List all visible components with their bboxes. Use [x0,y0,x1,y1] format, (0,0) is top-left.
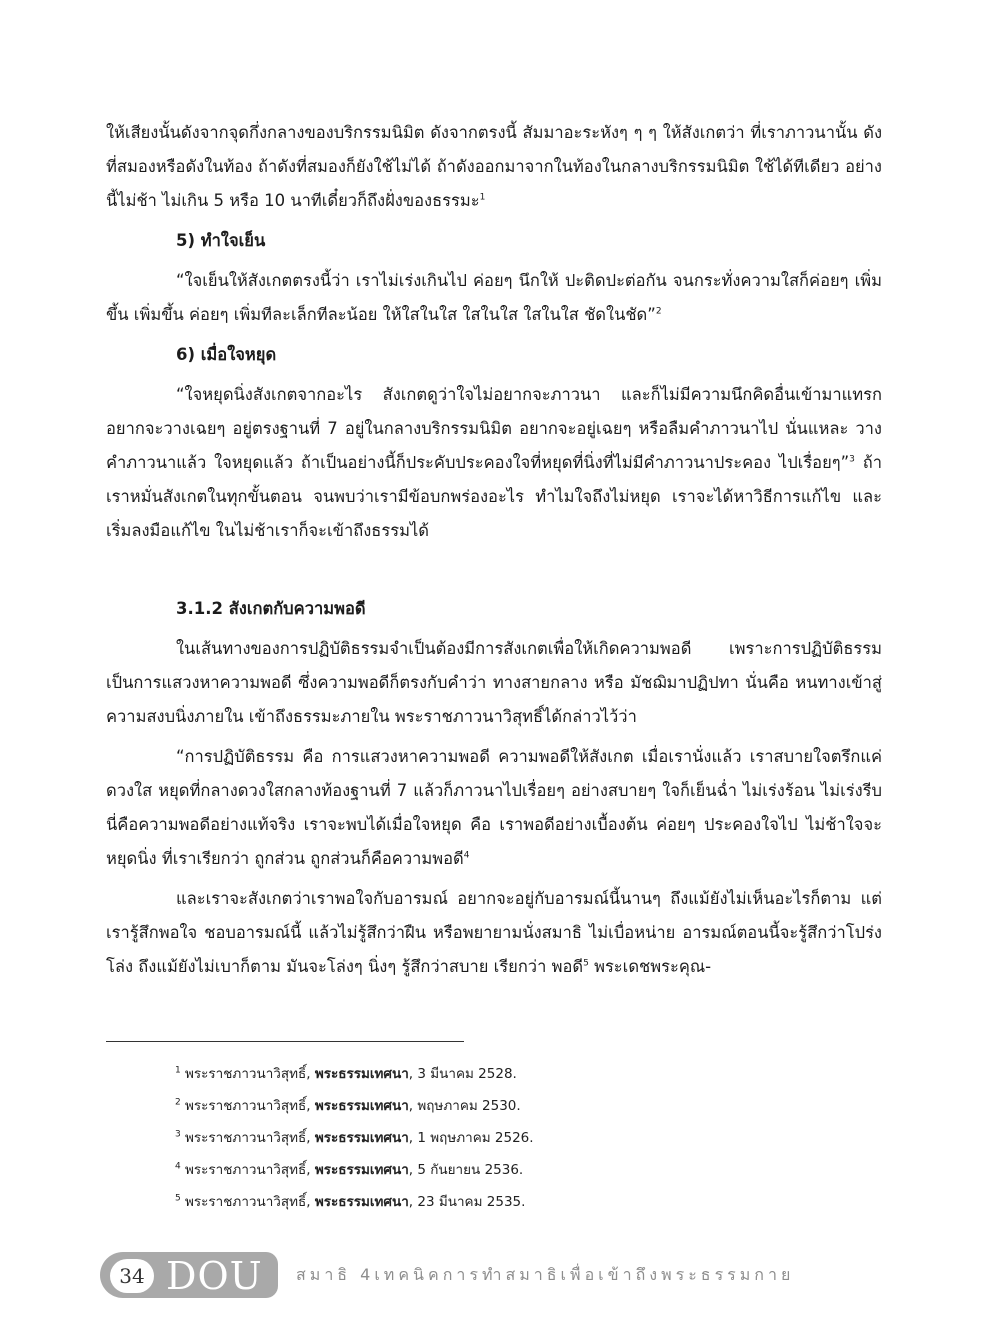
footnote-author: พระราชภาวนาวิสุทธิ์, [185,1066,311,1082]
paragraph-5 [106,740,882,876]
footnote [175,1186,875,1218]
book-title: สมาธิ 4เทคนิคการทำสมาธิเพื่อเข้าถึงพระธรรมกาย [296,1265,795,1284]
footnote-number: 4 [175,1161,181,1172]
section-heading: 3.1.2 สังเกตกับความพอดี [176,599,366,618]
footnote-author: พระราชภาวนาวิสุทธิ์, [185,1162,311,1178]
dou-logo: DOU [166,1254,263,1298]
paragraph-1-text: ให้เสียงนั้นดังจากจุดกึ่งกลางของบริกรรมนิมิต ดังจากตรงนี้ สัมมาอะระหังๆ ๆ ๆ ให้สังเกตว่า ที่เราภาวนานั้น ดังที่สมองหรือดังในท้อง ถ้าดังที่สมองก็ยังใช้ไม่ได้ ถ้าดังออกมาจากในท้องในกลางบริกรรมนิมิต ใช้ได้ทีเดียว อย่างนี้ไม่ช้า ไม่เกิน 5 หรือ 10 นาทีเดี๋ยวก็ถึงฝั่งของธรรมะ [106,123,882,210]
subheading-5: 5) ทำใจเย็น [176,231,266,250]
paragraph-6 [106,882,882,984]
footnote-number: 2 [175,1097,181,1108]
footnote-divider [106,1041,464,1042]
footnote-work: พระธรรมเทศนา [314,1066,409,1082]
footnotes [175,1058,875,1218]
footnote-number: 5 [175,1193,181,1204]
footnote-date: , 23 มีนาคม 2535. [408,1194,526,1210]
footnote-work: พระธรรมเทศนา [314,1098,409,1114]
footnote [175,1154,875,1186]
footnote [175,1122,875,1154]
footnote-ref-2[interactable]: 2 [655,306,662,317]
footnote-work: พระธรรมเทศนา [314,1130,409,1146]
body-text [106,116,882,984]
paragraph-2-text: “ใจเย็นให้สังเกตตรงนี้ว่า เราไม่เร่งเกินไป ค่อยๆ นึกให้ ปะติดปะต่อกัน จนกระทั่งความใสก็ค่อยๆ เพิ่มขึ้น เพิ่มขึ้น ค่อยๆ เพิ่มทีละเล็กทีละน้อย ให้ใสในใส ใสในใส ใสในใส ชัดในชัด” [106,271,882,324]
paragraph-5-text: “การปฏิบัติธรรม คือ การแสวงหาความพอดี ความพอดีให้สังเกต เมื่อเรานั่งแล้ว เราสบายใจตรึกแค่ดวงใส หยุดที่กลางดวงใสกลางท้องฐานที่ 7 แล้วก็ภาวนาไปเรื่อยๆ อย่างสบายๆ ใจก็เย็นฉ่ำ ไม่เร่งร้อน ไม่เร่งรีบ นี่คือความพอดีอย่างแท้จริง เราจะพบได้เมื่อใจหยุด คือ เราพอดีอย่างเบื้องต้น ค่อยๆ ประคองใจไป ไม่ช้าใจจะหยุดนิ่ง ที่เราเรียกว่า ถูกส่วน ถูกส่วนก็คือความพอดี [106,747,882,868]
footnote-author: พระราชภาวนาวิสุทธิ์, [185,1194,311,1210]
paragraph-2 [106,264,882,332]
footnote-author: พระราชภาวนาวิสุทธิ์, [185,1098,311,1114]
footnote-author: พระราชภาวนาวิสุทธิ์, [185,1130,311,1146]
paragraph-4: ในเส้นทางของการปฏิบัติธรรมจำเป็นต้องมีการสังเกตเพื่อให้เกิดความพอดี เพราะการปฏิบัติธรรม เป็นการแสวงหาความพอดี ซึ่งความพอดีก็ตรงกับคำว่า ทางสายกลาง หรือ มัชฌิมาปฏิปทา นั่นคือ หนทางเข้าสู่ความสงบนิ่งภายใน เข้าถึงธรรมะภายใน พระราชภาวนาวิสุทธิ์ได้กล่าวไว้ว่า [106,639,882,726]
footnote-work: พระธรรมเทศนา [314,1194,409,1210]
paragraph-6-text-continued: พระเดชพระคุณ- [588,957,712,976]
footer-badge [100,1252,278,1298]
footnote-number: 3 [175,1129,181,1140]
footnote-work: พระธรรมเทศนา [314,1162,409,1178]
footnote [175,1090,875,1122]
footnote [175,1058,875,1090]
page-footer [100,1250,900,1300]
footnote-date: , พฤษภาคม 2530. [408,1098,521,1114]
footnote-ref-1[interactable]: 1 [479,192,486,203]
page-number: 34 [110,1259,154,1293]
paragraph-1 [106,116,882,218]
footnote-date: , 3 มีนาคม 2528. [408,1066,517,1082]
footnote-date: , 5 กันยายน 2536. [408,1162,524,1178]
footnote-ref-3[interactable]: 3 [849,454,855,465]
paragraph-3-text: “ใจหยุดนิ่งสังเกตจากอะไร สังเกตดูว่าใจไม่อยากจะภาวนา และก็ไม่มีความนึกคิดอื่นเข้ามาแทรก อยากจะวางเฉยๆ อยู่ตรงฐานที่ 7 อยู่ในกลางบริกรรมนิมิต อยากจะอยู่เฉยๆ หรือลืมคำภาวนาไป นั่นแหละ วางคำภาวนาแล้ว ใจหยุดแล้ว ถ้าเป็นอย่างนี้ก็ประคับประคองใจที่หยุดที่นิ่งที่ไม่มีคำภาวนาประคอง ไปเรื่อยๆ” [106,385,882,472]
subheading-6: 6) เมื่อใจหยุด [176,345,277,364]
paragraph-6-text: และเราจะสังเกตว่าเราพอใจกับอารมณ์ อยากจะอยู่กับอารมณ์นี้นานๆ ถึงแม้ยังไม่เห็นอะไรก็ตาม แต่เรารู้สึกพอใจ ชอบอารมณ์นี้ แล้วไม่รู้สึกว่าฝืน หรือพยายามนั่งสมาธิ ไม่เบื่อหน่าย อารมณ์ตอนนี้จะรู้สึกว่าโปร่ง โล่ง ถึงแม้ยังไม่เบาก็ตาม มันจะโล่งๆ นิ่งๆ รู้สึกว่าสบาย เรียกว่า พอดี [106,889,882,976]
footnote-ref-4[interactable]: 4 [463,850,470,861]
footnote-ref-5[interactable]: 5 [583,958,589,969]
footnote-number: 1 [175,1065,181,1076]
footnote-date: , 1 พฤษภาคม 2526. [408,1130,534,1146]
paragraph-3 [106,378,882,548]
paragraph-3-text-continued: ถ้าเราหมั่นสังเกตในทุกขั้นตอน จนพบว่าเรามีข้อบกพร่องอะไร ทำไมใจถึงไม่หยุด เราจะได้หาวิธีการแก้ไข และเริ่มลงมือแก้ไข ในไม่ช้าเราก็จะเข้าถึงธรรมได้ [106,453,882,540]
